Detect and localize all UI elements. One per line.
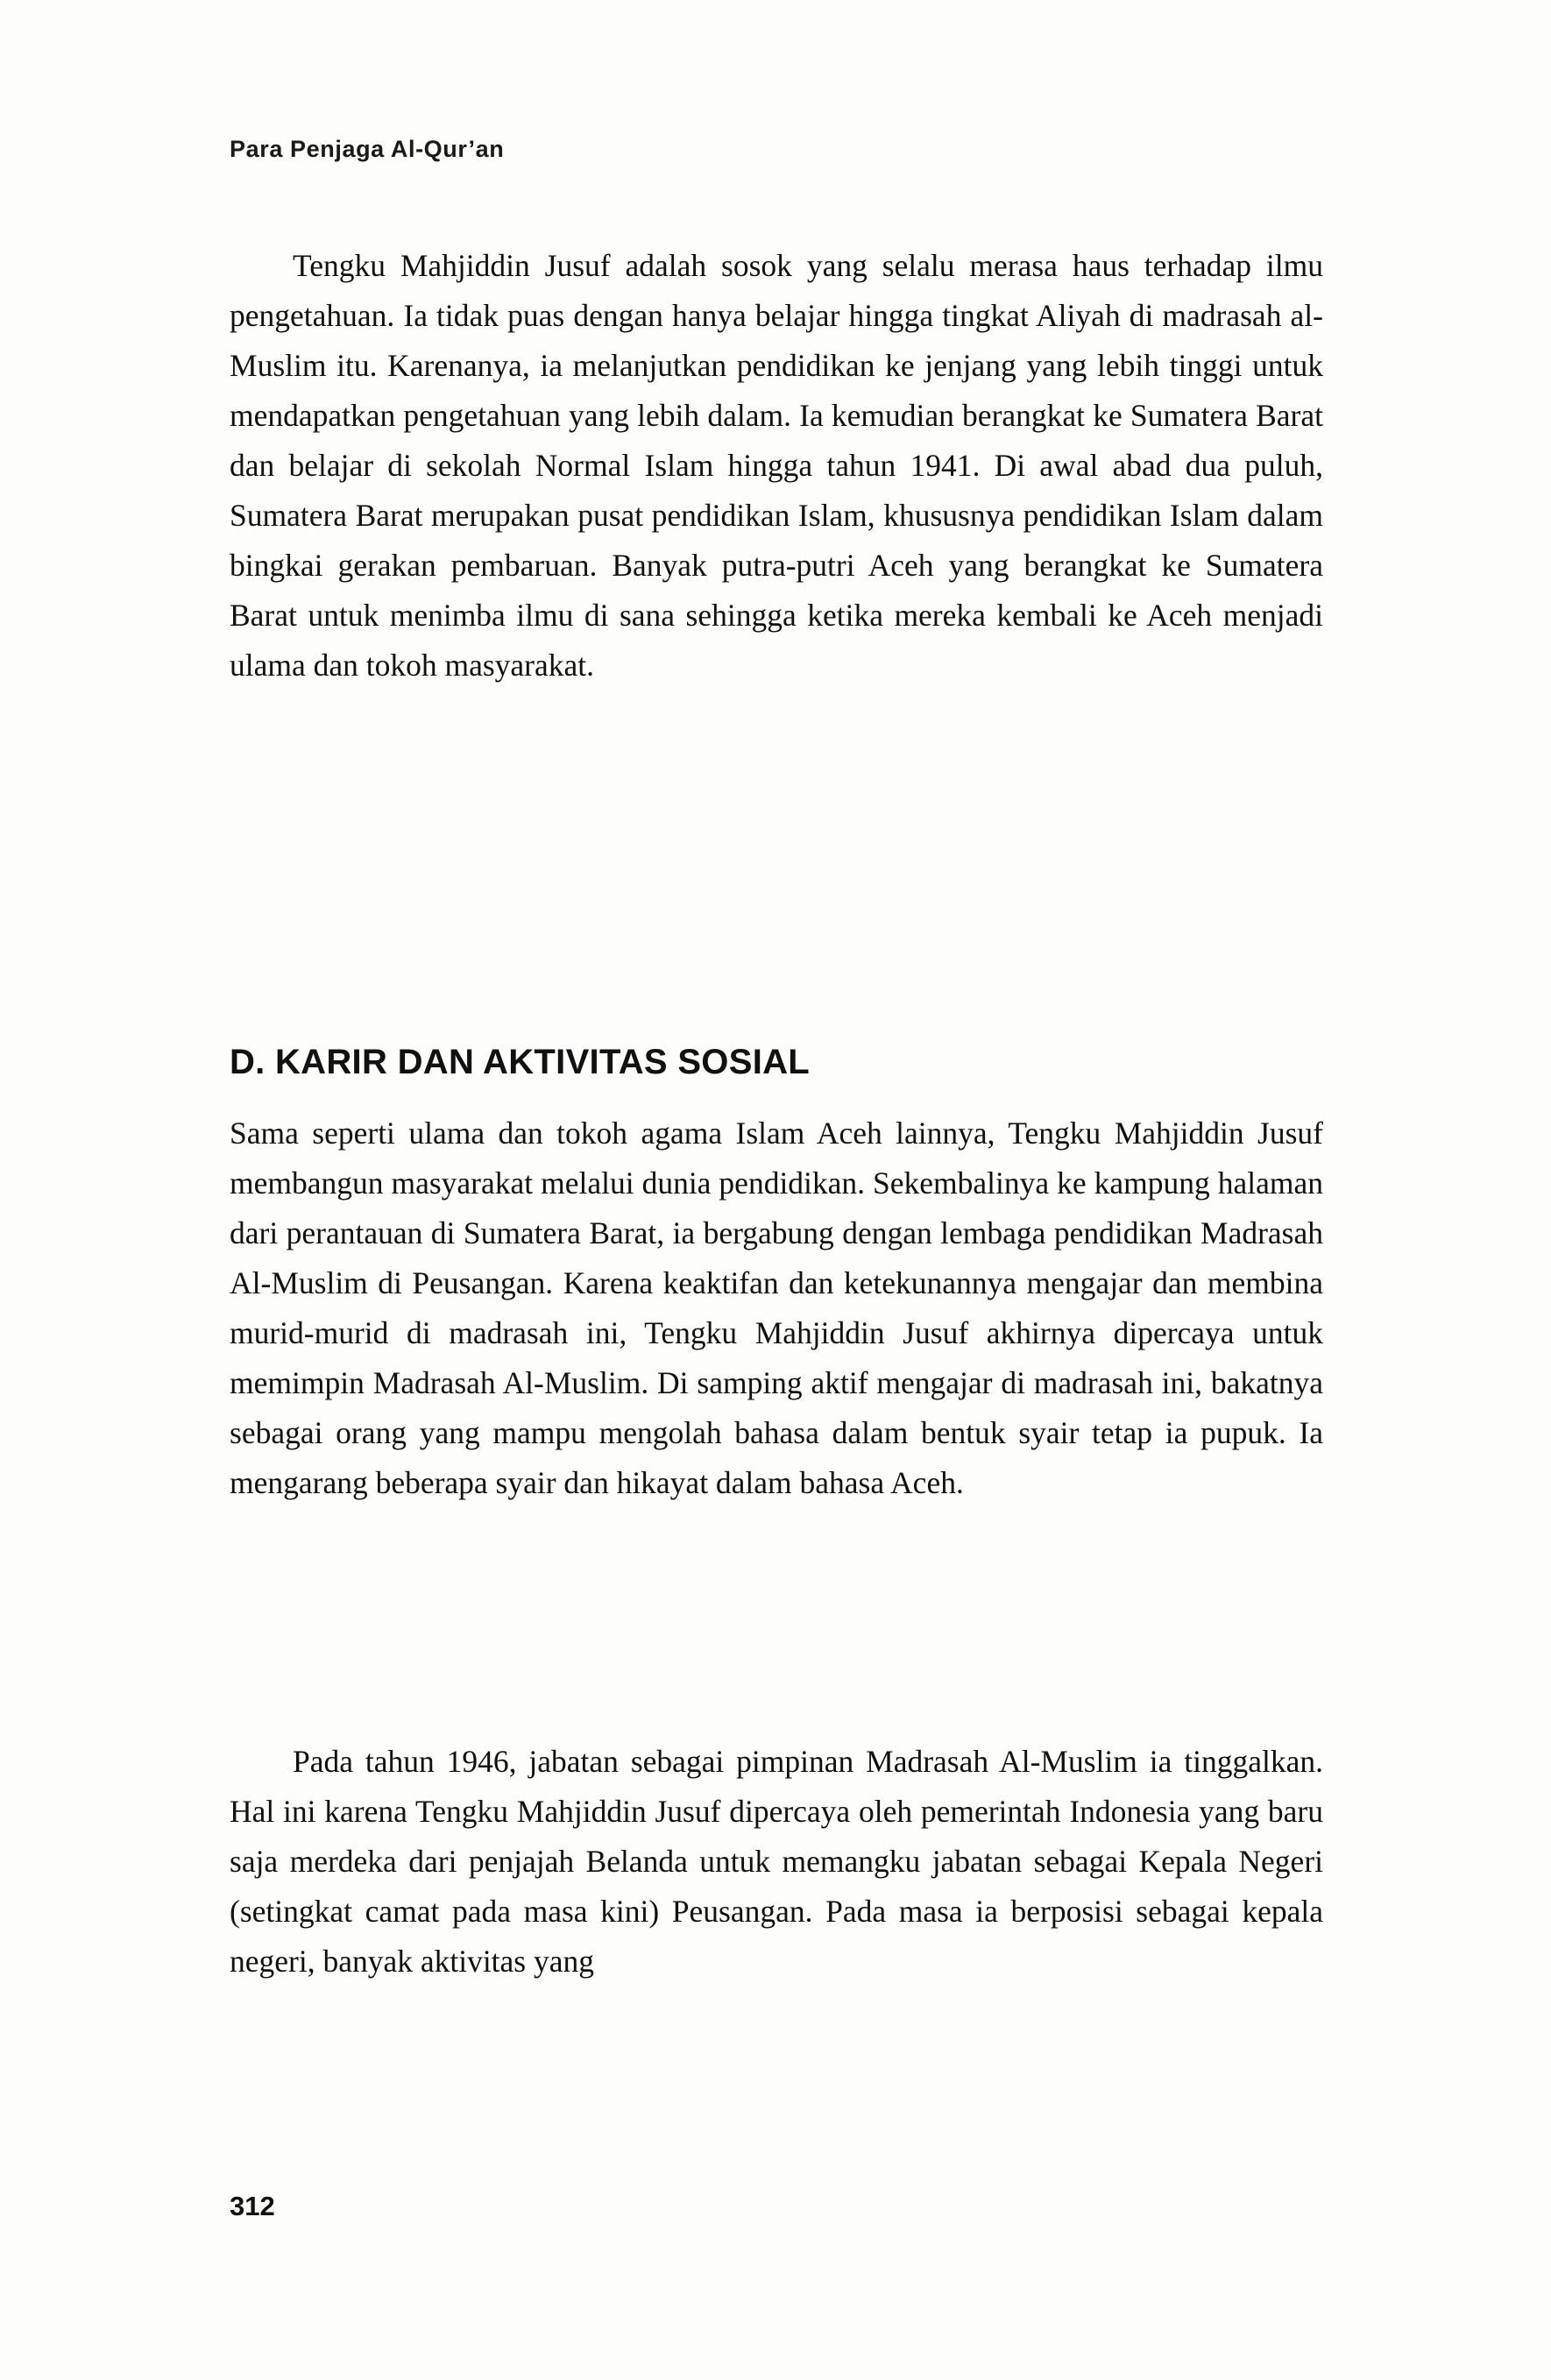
body-paragraph-1: Tengku Mahjiddin Jusuf adalah sosok yang selalu merasa haus terhadap ilmu pengetahuan. Ia tidak puas dengan hanya belajar hingga tingkat Aliyah di madrasah al-Muslim itu. Karenanya, ia melanjutkan pendidikan ke jenjang yang lebih tinggi untuk mendapatkan pengetahuan yang lebih dalam. Ia kemudian berangkat ke Sumatera Barat dan belajar di sekolah Normal Islam hingga tahun 1941. Di awal abad dua puluh, Sumatera Barat merupakan pusat pendidikan Islam, khususnya pendidikan Islam dalam bingkai gerakan pembaruan. Banyak putra-putri Aceh yang berangkat ke Sumatera Barat untuk menimba ilmu di sana sehingga ketika mereka kembali ke Aceh menjadi ulama dan tokoh masyarakat. bbox=[230, 248, 1323, 683]
section-marker: D. bbox=[230, 1043, 266, 1081]
body-paragraph-2: Sama seperti ulama dan tokoh agama Islam Aceh lainnya, Tengku Mahjiddin Jusuf membangun masyarakat melalui dunia pendidikan. Sekembalinya ke kampung halaman dari perantauan di Sumatera Barat, ia bergabung dengan lembaga pendidikan Madrasah Al-Muslim di Peusangan. Karena keaktifan dan ketekunannya mengajar dan membina murid-murid di madrasah ini, Tengku Mahjiddin Jusuf akhirnya dipercaya untuk memimpin Madrasah Al-Muslim. Di samping aktif mengajar di madrasah ini, bakatnya sebagai orang yang mampu mengolah bahasa dalam bentuk syair tetap ia pupuk. Ia mengarang beberapa syair dan hikayat dalam bahasa Aceh. bbox=[230, 1116, 1323, 1500]
section-heading bbox=[230, 1043, 1323, 1082]
section-title: KARIR DAN AKTIVITAS SOSIAL bbox=[275, 1043, 811, 1081]
running-head: Para Penjaga Al-Qur’an bbox=[230, 136, 505, 162]
page-number: 312 bbox=[230, 2191, 275, 2221]
body-paragraph-3: Pada tahun 1946, jabatan sebagai pimpinan Madrasah Al-Muslim ia tinggalkan. Hal ini karena Tengku Mahjiddin Jusuf dipercaya oleh pemerintah Indonesia yang baru saja merdeka dari penjajah Belanda untuk memangku jabatan sebagai Kepala Negeri (setingkat camat pada masa kini) Peusangan. Pada masa ia berposisi sebagai kepala negeri, banyak aktivitas yang bbox=[230, 1744, 1323, 1979]
